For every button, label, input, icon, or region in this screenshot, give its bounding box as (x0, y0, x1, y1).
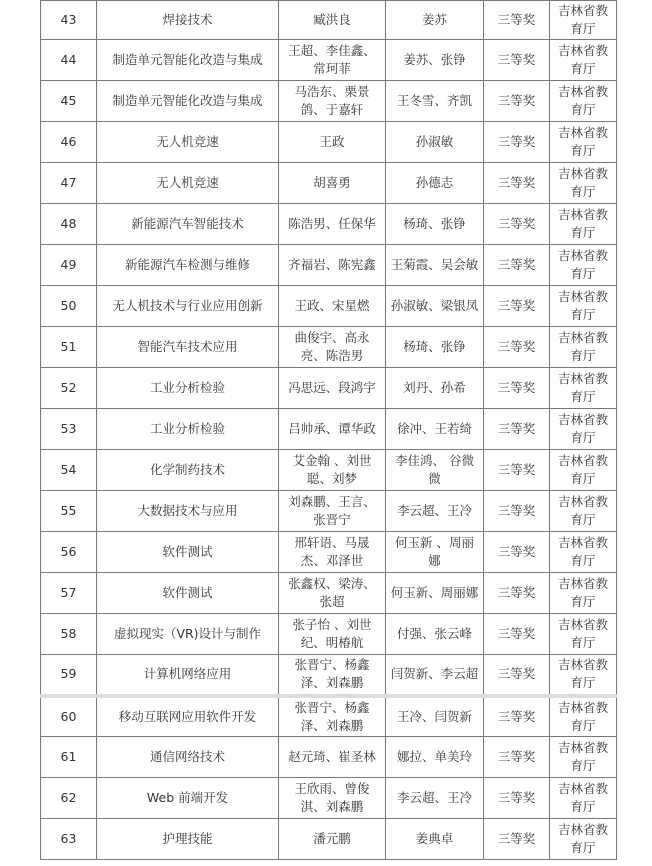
issuing-organization-cell: 吉林省教育厅 (550, 245, 617, 286)
issuing-organization-cell: 吉林省教育厅 (550, 327, 617, 368)
issuing-organization-cell: 吉林省教育厅 (550, 122, 617, 163)
table-row (41, 40, 617, 81)
award-level-cell: 三等奖 (484, 819, 550, 860)
row-number-cell: 53 (41, 409, 97, 450)
table-row (41, 409, 617, 450)
event-name-cell: Web 前端开发 (97, 778, 279, 819)
table-row (41, 245, 617, 286)
students-cell: 王超、李佳鑫、常珂菲 (279, 40, 386, 81)
award-level-cell: 三等奖 (484, 450, 550, 491)
row-number-cell: 58 (41, 614, 97, 655)
table-row (41, 819, 617, 860)
students-cell: 张晋宁、杨鑫泽、刘森鹏 (279, 655, 386, 696)
award-level-cell: 三等奖 (484, 409, 550, 450)
table-row (41, 573, 617, 614)
table-row (41, 1, 617, 40)
event-name-cell: 无人机竞速 (97, 163, 279, 204)
students-cell: 张晋宁、杨鑫泽、刘森鹏 (279, 696, 386, 737)
award-level-cell: 三等奖 (484, 81, 550, 122)
event-name-cell: 工业分析检验 (97, 409, 279, 450)
issuing-organization-cell: 吉林省教育厅 (550, 532, 617, 573)
table-row (41, 737, 617, 778)
row-number-cell: 44 (41, 40, 97, 81)
teachers-cell: 付强、张云峰 (386, 614, 484, 655)
event-name-cell: 制造单元智能化改造与集成 (97, 81, 279, 122)
issuing-organization-cell: 吉林省教育厅 (550, 1, 617, 40)
table-row (41, 696, 617, 737)
table-row (41, 327, 617, 368)
event-name-cell: 化学制药技术 (97, 450, 279, 491)
teachers-cell: 李云超、王冷 (386, 778, 484, 819)
table-row (41, 614, 617, 655)
award-level-cell: 三等奖 (484, 614, 550, 655)
row-number-cell: 57 (41, 573, 97, 614)
teachers-cell: 孙德志 (386, 163, 484, 204)
award-level-cell: 三等奖 (484, 491, 550, 532)
students-cell: 冯思远、段鸿宇 (279, 368, 386, 409)
event-name-cell: 工业分析检验 (97, 368, 279, 409)
teachers-cell: 刘丹、孙希 (386, 368, 484, 409)
teachers-cell: 孙淑敏、梁银凤 (386, 286, 484, 327)
students-cell: 胡喜勇 (279, 163, 386, 204)
award-level-cell: 三等奖 (484, 368, 550, 409)
event-name-cell: 制造单元智能化改造与集成 (97, 40, 279, 81)
row-number-cell: 60 (41, 696, 97, 737)
students-cell: 刘森鹏、王言、张晋宁 (279, 491, 386, 532)
event-name-cell: 软件测试 (97, 532, 279, 573)
students-cell: 赵元琦、崔圣林 (279, 737, 386, 778)
students-cell: 齐福岩、陈宪鑫 (279, 245, 386, 286)
award-level-cell: 三等奖 (484, 204, 550, 245)
award-level-cell: 三等奖 (484, 573, 550, 614)
award-level-cell: 三等奖 (484, 655, 550, 696)
event-name-cell: 新能源汽车智能技术 (97, 204, 279, 245)
event-name-cell: 智能汽车技术应用 (97, 327, 279, 368)
event-name-cell: 软件测试 (97, 573, 279, 614)
table-row (41, 491, 617, 532)
teachers-cell: 孙淑敏 (386, 122, 484, 163)
award-level-cell: 三等奖 (484, 40, 550, 81)
table-row (41, 286, 617, 327)
issuing-organization-cell: 吉林省教育厅 (550, 737, 617, 778)
teachers-cell: 徐冲、王若绮 (386, 409, 484, 450)
issuing-organization-cell: 吉林省教育厅 (550, 696, 617, 737)
issuing-organization-cell: 吉林省教育厅 (550, 614, 617, 655)
teachers-cell: 闫贺新、李云超 (386, 655, 484, 696)
teachers-cell: 姜苏 (386, 1, 484, 40)
event-name-cell: 无人机技术与行业应用创新 (97, 286, 279, 327)
issuing-organization-cell: 吉林省教育厅 (550, 491, 617, 532)
students-cell: 潘元鹏 (279, 819, 386, 860)
teachers-cell: 娜拉、单美玲 (386, 737, 484, 778)
issuing-organization-cell: 吉林省教育厅 (550, 573, 617, 614)
row-number-cell: 51 (41, 327, 97, 368)
table-row (41, 163, 617, 204)
issuing-organization-cell: 吉林省教育厅 (550, 655, 617, 696)
event-name-cell: 通信网络技术 (97, 737, 279, 778)
award-level-cell: 三等奖 (484, 778, 550, 819)
event-name-cell: 计算机网络应用 (97, 655, 279, 696)
students-cell: 陈浩男、任保华 (279, 204, 386, 245)
row-number-cell: 47 (41, 163, 97, 204)
issuing-organization-cell: 吉林省教育厅 (550, 778, 617, 819)
table-row (41, 81, 617, 122)
event-name-cell: 护理技能 (97, 819, 279, 860)
students-cell: 邢轩语、马晟杰、邓泽世 (279, 532, 386, 573)
table-row (41, 778, 617, 819)
award-level-cell: 三等奖 (484, 245, 550, 286)
students-cell: 曲俊宇、高永亮、陈浩男 (279, 327, 386, 368)
award-level-cell: 三等奖 (484, 286, 550, 327)
teachers-cell: 姜典卓 (386, 819, 484, 860)
teachers-cell: 李佳鸿、 谷微微 (386, 450, 484, 491)
teachers-cell: 王冬雪、齐凯 (386, 81, 484, 122)
award-level-cell: 三等奖 (484, 327, 550, 368)
issuing-organization-cell: 吉林省教育厅 (550, 204, 617, 245)
row-number-cell: 54 (41, 450, 97, 491)
award-level-cell: 三等奖 (484, 122, 550, 163)
table-row (41, 368, 617, 409)
issuing-organization-cell: 吉林省教育厅 (550, 819, 617, 860)
award-table (40, 0, 617, 860)
students-cell: 王政 (279, 122, 386, 163)
row-number-cell: 55 (41, 491, 97, 532)
row-number-cell: 48 (41, 204, 97, 245)
row-number-cell: 50 (41, 286, 97, 327)
row-number-cell: 56 (41, 532, 97, 573)
students-cell: 马浩东、栗景鸽、于嘉轩 (279, 81, 386, 122)
students-cell: 艾金翰 、刘世聪、刘梦 (279, 450, 386, 491)
event-name-cell: 虚拟现实（VR)设计与制作 (97, 614, 279, 655)
students-cell: 臧洪良 (279, 1, 386, 40)
award-level-cell: 三等奖 (484, 163, 550, 204)
students-cell: 吕帅承、谭华政 (279, 409, 386, 450)
students-cell: 王政、宋星燃 (279, 286, 386, 327)
students-cell: 张子怡 、刘世纪、明椿航 (279, 614, 386, 655)
students-cell: 王欣雨、曾俊淇、刘森鹏 (279, 778, 386, 819)
teachers-cell: 姜苏、张铮 (386, 40, 484, 81)
event-name-cell: 移动互联网应用软件开发 (97, 696, 279, 737)
teachers-cell: 杨琦、张铮 (386, 204, 484, 245)
event-name-cell: 新能源汽车检测与维修 (97, 245, 279, 286)
issuing-organization-cell: 吉林省教育厅 (550, 450, 617, 491)
issuing-organization-cell: 吉林省教育厅 (550, 368, 617, 409)
award-table-body (41, 1, 617, 860)
teachers-cell: 王菊霞、吴会敏 (386, 245, 484, 286)
issuing-organization-cell: 吉林省教育厅 (550, 163, 617, 204)
teachers-cell: 何玉新、周丽娜 (386, 573, 484, 614)
teachers-cell: 杨琦、张铮 (386, 327, 484, 368)
award-level-cell: 三等奖 (484, 737, 550, 778)
students-cell: 张鑫权、梁涛、张超 (279, 573, 386, 614)
row-number-cell: 46 (41, 122, 97, 163)
teachers-cell: 李云超、王冷 (386, 491, 484, 532)
teachers-cell: 王冷、闫贺新 (386, 696, 484, 737)
table-row (41, 122, 617, 163)
issuing-organization-cell: 吉林省教育厅 (550, 286, 617, 327)
row-number-cell: 61 (41, 737, 97, 778)
row-number-cell: 59 (41, 655, 97, 696)
award-level-cell: 三等奖 (484, 532, 550, 573)
row-number-cell: 63 (41, 819, 97, 860)
event-name-cell: 焊接技术 (97, 1, 279, 40)
table-row (41, 655, 617, 696)
award-level-cell: 三等奖 (484, 1, 550, 40)
table-row (41, 450, 617, 491)
award-level-cell: 三等奖 (484, 696, 550, 737)
row-number-cell: 52 (41, 368, 97, 409)
table-row (41, 532, 617, 573)
event-name-cell: 大数据技术与应用 (97, 491, 279, 532)
row-number-cell: 43 (41, 1, 97, 40)
issuing-organization-cell: 吉林省教育厅 (550, 81, 617, 122)
table-row (41, 204, 617, 245)
row-number-cell: 62 (41, 778, 97, 819)
event-name-cell: 无人机竞速 (97, 122, 279, 163)
issuing-organization-cell: 吉林省教育厅 (550, 409, 617, 450)
teachers-cell: 何玉新 、周丽娜 (386, 532, 484, 573)
issuing-organization-cell: 吉林省教育厅 (550, 40, 617, 81)
row-number-cell: 45 (41, 81, 97, 122)
row-number-cell: 49 (41, 245, 97, 286)
